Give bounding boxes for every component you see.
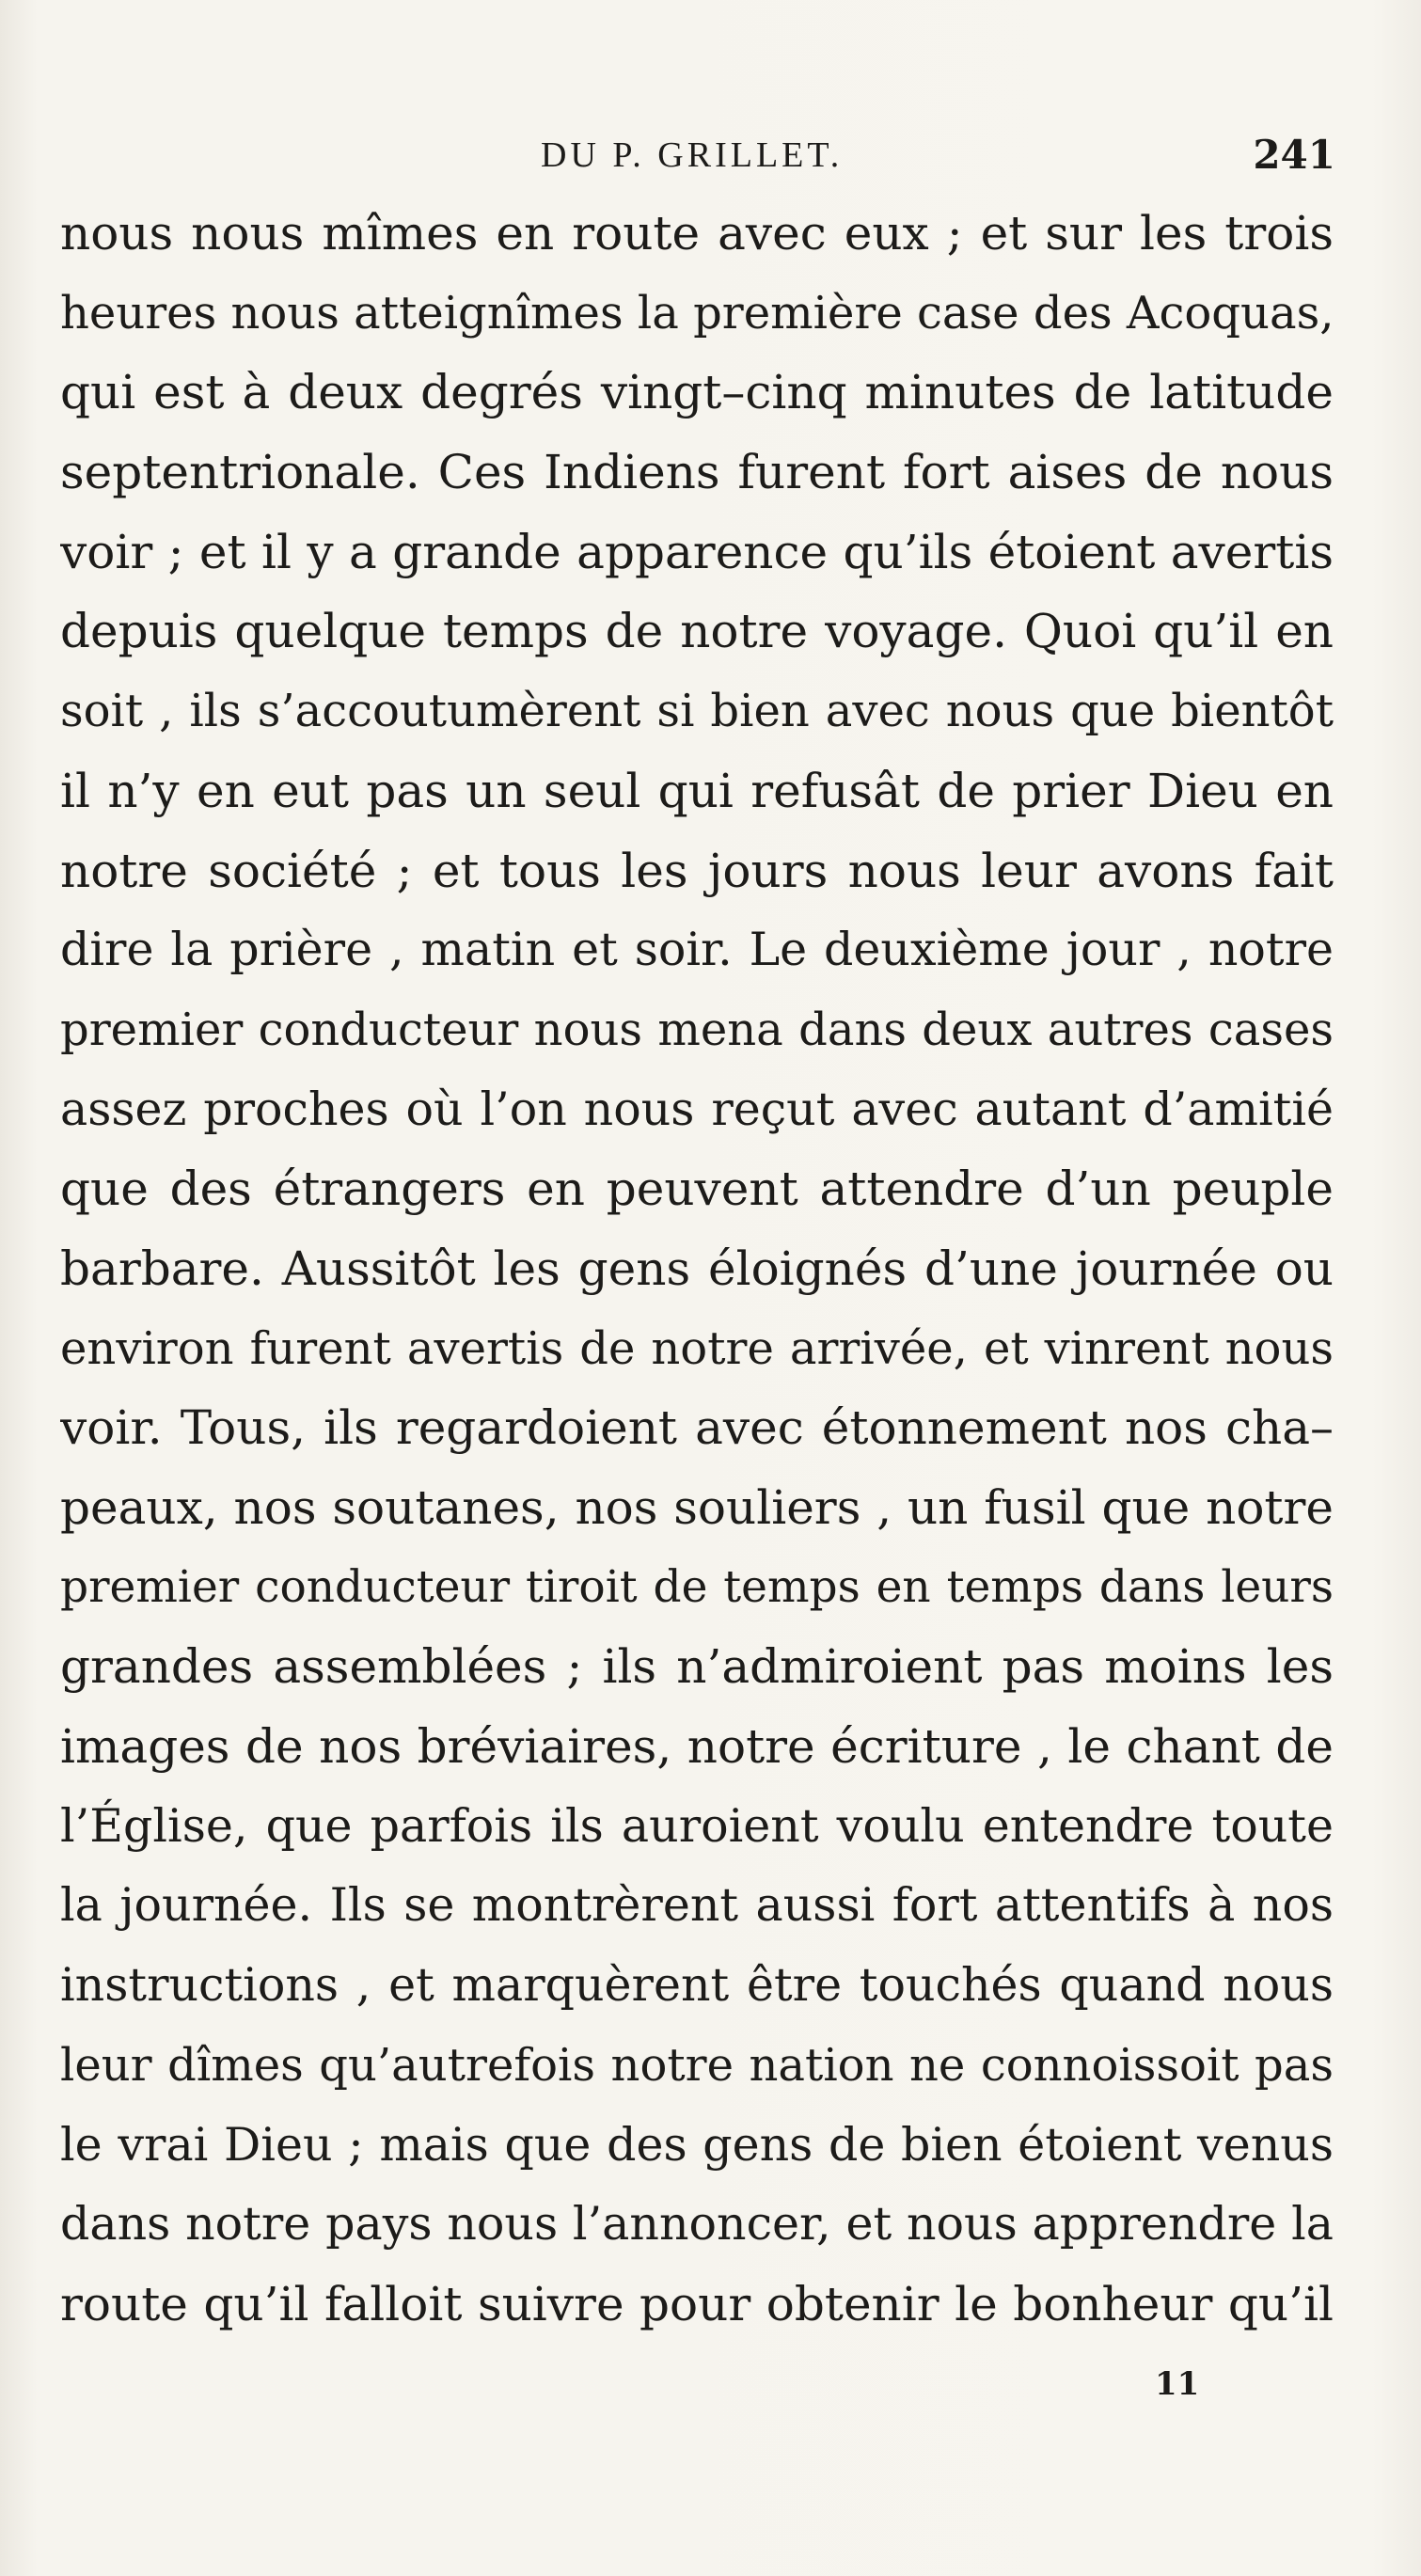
body-text [60, 194, 1334, 2345]
text-line: images de nos bréviaires, notre écriture , le chant de [60, 1719, 1334, 1775]
signature-mark: 11 [1155, 2365, 1200, 2403]
text-line: le vrai Dieu ; mais que des gens de bien étoient venus [60, 2117, 1334, 2172]
text-line: leur dîmes qu’autrefois notre nation ne connoissoit pas [60, 2038, 1334, 2092]
text-line: voir. Tous, ils regardoient avec étonnement nos cha– [60, 1400, 1334, 1456]
text-line: nous nous mîmes en route avec eux ; et sur les trois [60, 206, 1334, 261]
text-line: premier conducteur nous mena dans deux autres cases [60, 1003, 1334, 1056]
text-line: dans notre pays nous l’annoncer, et nous apprendre la [60, 2197, 1334, 2252]
page-header [56, 132, 1335, 179]
text-line: grandes assemblées ; ils n’admiroient pas moins les [60, 1639, 1334, 1695]
text-line: instructions , et marquèrent être touchés quand nous [60, 1958, 1334, 2013]
running-head: DU P. GRILLET. [541, 135, 844, 175]
text-line: assez proches où l’on nous reçut avec autant d’amitié [60, 1082, 1334, 1136]
text-line: voir ; et il y a grande apparence qu’ils étoient avertis [60, 524, 1334, 579]
text-line: premier conducteur tiroit de temps en temps dans leurs [60, 1560, 1334, 1613]
text-line: peaux, nos soutanes, nos souliers , un fusil que notre [60, 1480, 1334, 1535]
text-line: soit , ils s’accoutumèrent si bien avec nous que bientôt [60, 685, 1334, 738]
page-number: 241 [1253, 132, 1335, 178]
text-line: il n’y en eut pas un seul qui refusât de prier Dieu en [60, 763, 1334, 818]
text-line: route qu’il falloit suivre pour obtenir le bonheur qu’il [60, 2276, 1334, 2331]
text-line: depuis quelque temps de notre voyage. Quoi qu’il en [60, 604, 1334, 659]
text-line: que des étrangers en peuvent attendre d’un peuple [60, 1162, 1334, 1217]
text-line: l’Église, que parfois ils auroient voulu entendre toute [60, 1798, 1334, 1853]
text-line: heures nous atteignîmes la première case des Acoquas, [60, 286, 1334, 340]
text-line: dire la prière , matin et soir. Le deuxième jour , notre [60, 923, 1334, 977]
text-line: septentrionale. Ces Indiens furent fort aises de nous [60, 445, 1334, 500]
text-line: qui est à deux degrés vingt–cinq minutes de latitude [60, 365, 1334, 420]
text-line: barbare. Aussitôt les gens éloignés d’une journée ou [60, 1241, 1334, 1296]
text-line: notre société ; et tous les jours nous leur avons fait [60, 843, 1334, 898]
text-line: la journée. Ils se montrèrent aussi fort attentifs à nos [60, 1878, 1334, 1933]
text-line: environ furent avertis de notre arrivée, et vinrent nous [60, 1321, 1334, 1375]
